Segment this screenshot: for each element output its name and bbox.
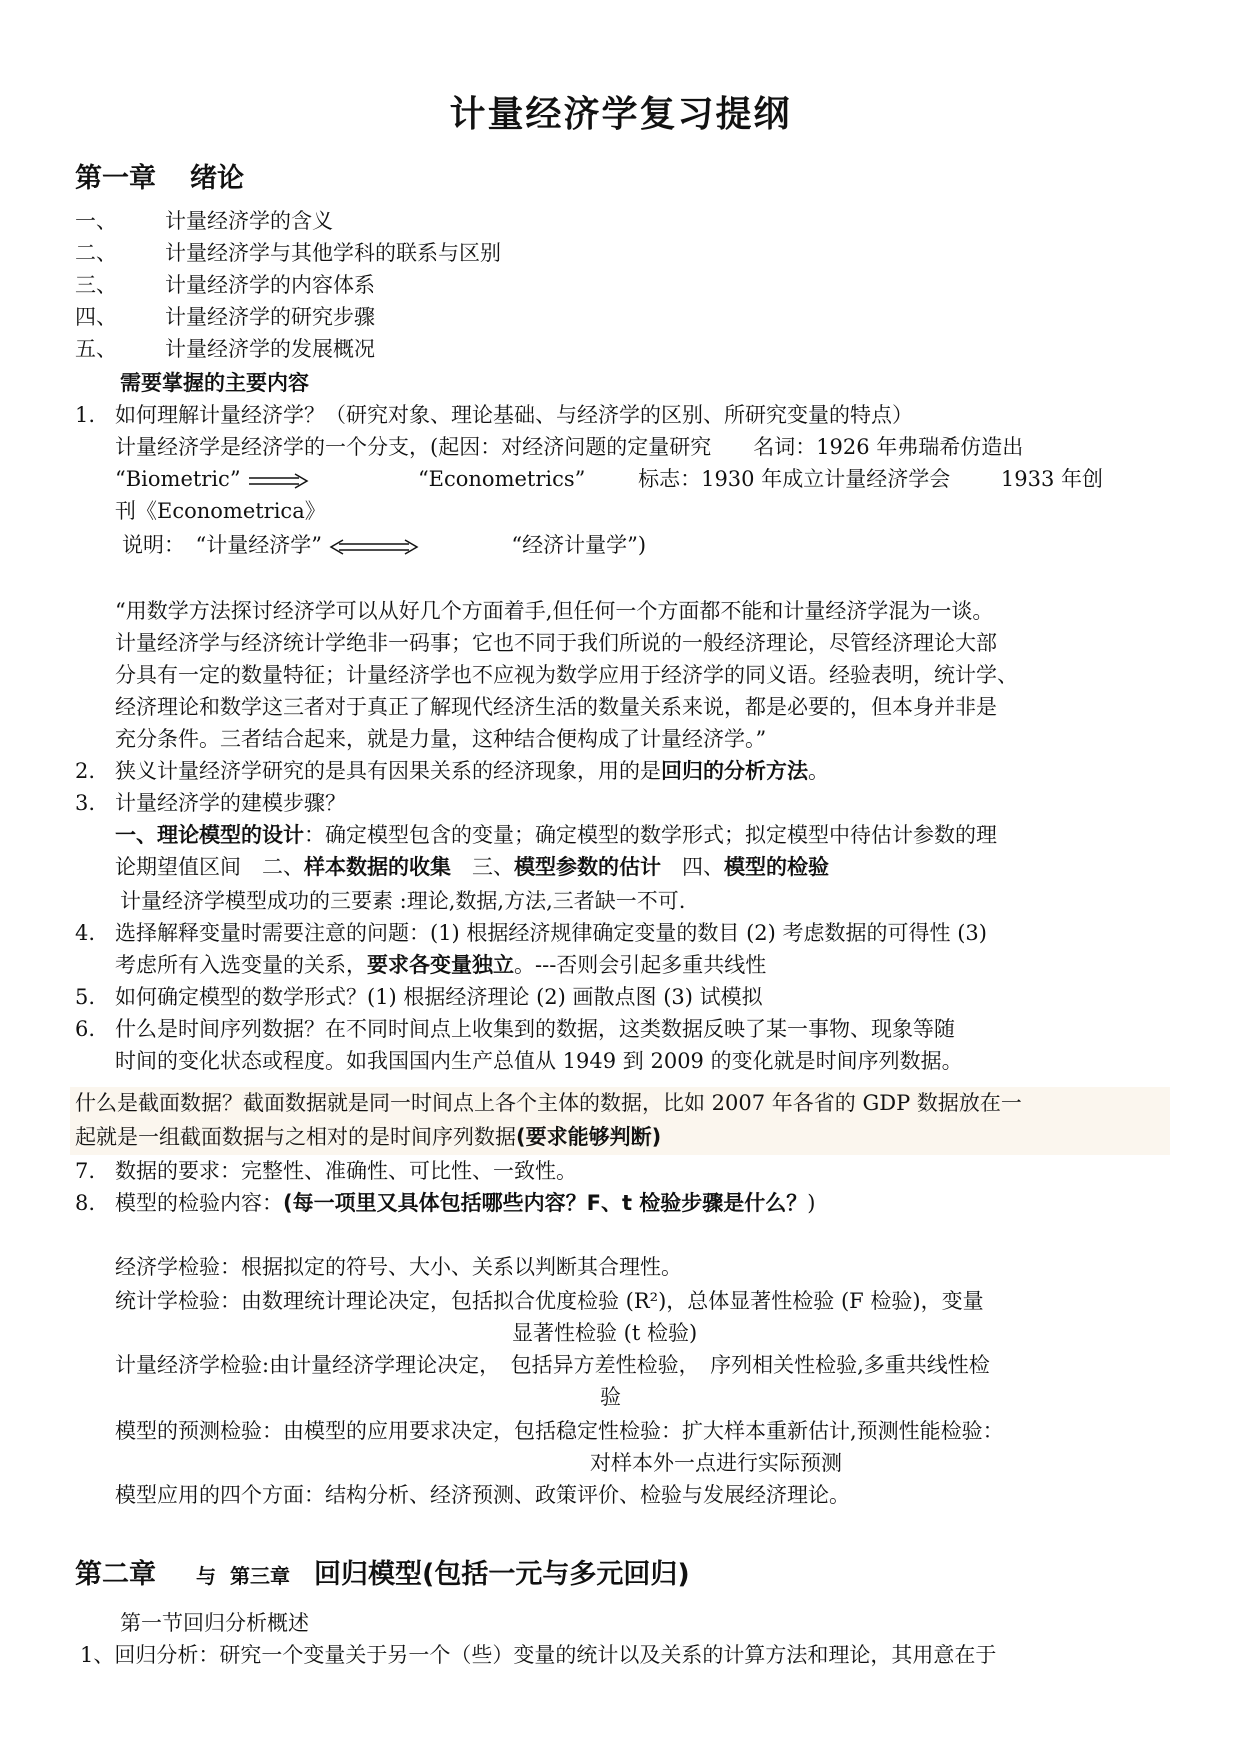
chapter1-label: 第一章	[75, 163, 156, 194]
list-item: 6. 什么是时间序列数据？在不同时间点上收集到的数据，这类数据反映了某一事物、现象等随	[75, 1017, 955, 1041]
test-line: 模型的预测检验：由模型的应用要求决定，包括稳定性检验：扩大样本重新估计,预测性能检验：	[115, 1419, 1004, 1443]
list-item: 1. 如何理解计量经济学？（研究对象、理论基础、与经济学的区别、所研究变量的特点）	[75, 403, 913, 427]
bidirectional-arrow-icon	[329, 539, 419, 555]
outline-item: 二、 计量经济学与其他学科的联系与区别	[75, 241, 501, 265]
paragraph-line: 什么是截面数据？截面数据就是同一时间点上各个主体的数据，比如 2007 年各省的 GDP 数据放在一	[75, 1091, 1022, 1115]
outline-item: 五、 计量经济学的发展概况	[75, 337, 375, 361]
test-line: 统计学检验：由数理统计理论决定，包括拟合优度检验 (R²)，总体显著性检验 (F 检验)，变量	[115, 1289, 984, 1313]
quote-line: 分具有一定的数量特征；计量经济学也不应视为数学应用于经济学的同义语。经验表明，统计学、	[115, 663, 1018, 687]
paragraph-line: 考虑所有入选变量的关系，要求各变量独立。---否则会引起多重共线性	[115, 953, 767, 977]
list-item: 8. 模型的检验内容：(每一项里又具体包括哪些内容？F、t 检验步骤是什么？)	[75, 1191, 816, 1215]
section-subheading: 需要掌握的主要内容	[120, 371, 309, 395]
section-title: 第一节回归分析概述	[120, 1611, 309, 1635]
paragraph-line: 一、理论模型的设计：确定模型包含的变量；确定模型的数学形式；拟定模型中待估计参数的理	[115, 823, 997, 847]
list-item: 4. 选择解释变量时需要注意的问题：(1) 根据经济规律确定变量的数目 (2) 考虑数据的可得性 (3)	[75, 921, 987, 945]
test-line: 模型应用的四个方面：结构分析、经济预测、政策评价、检验与发展经济理论。	[115, 1483, 850, 1507]
paragraph-line: 论期望值区间 二、样本数据的收集 三、模型参数的估计 四、模型的检验	[115, 855, 829, 879]
paragraph-line: 刊《Econometrica》	[115, 499, 326, 523]
paragraph-line: 时间的变化状态或程度。如我国国内生产总值从 1949 到 2009 的变化就是时间序列数据。	[115, 1049, 963, 1073]
test-line: 验	[600, 1385, 621, 1409]
paragraph-line: “Biometric” “Econometrics” 标志：1930 年成立计量经济学会 1933 年创	[115, 467, 1104, 491]
paragraph-line: 计量经济学模型成功的三要素 :理论,数据,方法,三者缺一不可.	[120, 889, 686, 913]
chapter1-title: 绪论	[190, 163, 244, 194]
paragraph-line: 说明： “计量经济学” “经济计量学”)	[122, 533, 647, 557]
list-item: 2. 狭义计量经济学研究的是具有因果关系的经济现象，用的是回归的分析方法。	[75, 759, 829, 783]
test-line: 经济学检验：根据拟定的符号、大小、关系以判断其合理性。	[115, 1255, 682, 1279]
quote-line: “用数学方法探讨经济学可以从好几个方面着手,但任何一个方面都不能和计量经济学混为一谈。	[115, 599, 994, 623]
outline-item: 一、 计量经济学的含义	[75, 209, 333, 233]
quote-line: 充分条件。三者结合起来，就是力量，这种结合便构成了计量经济学。”	[115, 727, 767, 751]
quote-line: 计量经济学与经济统计学绝非一码事；它也不同于我们所说的一般经济理论，尽管经济理论大部	[115, 631, 997, 655]
list-item: 7. 数据的要求：完整性、准确性、可比性、一致性。	[75, 1159, 577, 1183]
quote-line: 经济理论和数学这三者对于真正了解现代经济生活的数量关系来说，都是必要的，但本身并非是	[115, 695, 997, 719]
test-line: 显著性检验 (t 检验)	[512, 1321, 698, 1345]
list-item: 5. 如何确定模型的数学形式？(1) 根据经济理论 (2) 画散点图 (3) 试模拟	[75, 985, 763, 1009]
outline-item: 三、 计量经济学的内容体系	[75, 273, 375, 297]
test-line: 计量经济学检验:由计量经济学理论决定， 包括异方差性检验， 序列相关性检验,多重共线性检	[115, 1353, 990, 1377]
chapter2-heading: 第二章 与 第三章 回归模型(包括一元与多元回归)	[75, 1559, 690, 1590]
paragraph-line: 起就是一组截面数据与之相对的是时间序列数据(要求能够判断)	[75, 1125, 662, 1149]
test-line: 对样本外一点进行实际预测	[590, 1451, 842, 1475]
paragraph-line: 计量经济学是经济学的一个分支，(起因：对经济问题的定量研究 名词：1926 年弗瑞希仿造出	[115, 435, 1024, 459]
outline-item: 四、 计量经济学的研究步骤	[75, 305, 375, 329]
double-arrow-icon	[247, 473, 311, 489]
chapter1-heading	[75, 156, 244, 195]
list-item: 3. 计量经济学的建模步骤？	[75, 791, 346, 815]
list-item: 1、回归分析：研究一个变量关于另一个（些）变量的统计以及关系的计算方法和理论，其用意在于	[80, 1643, 997, 1667]
document-title: 计量经济学复习提纲	[449, 94, 792, 135]
